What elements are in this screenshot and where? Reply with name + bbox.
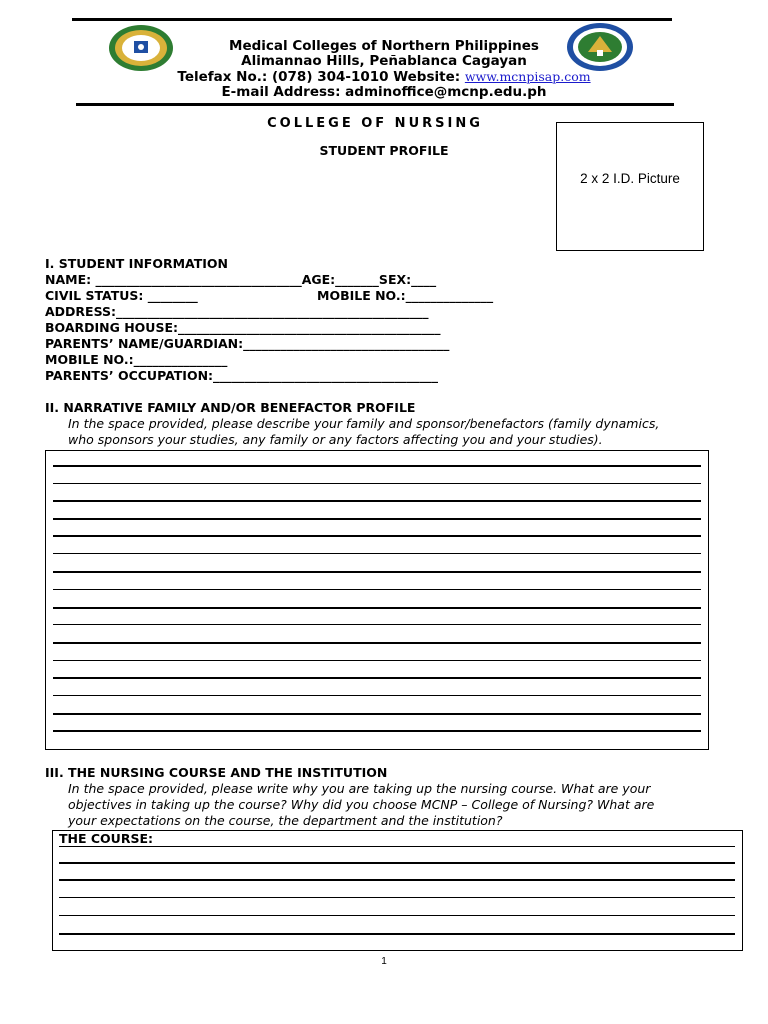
narrative-writing-box[interactable]: [45, 450, 709, 750]
section-3-instruction-3: your expectations on the course, the department and the institution?: [68, 813, 503, 828]
email-line: E-mail Address: adminoffice@mcnp.edu.ph: [221, 84, 547, 100]
writing-line: [53, 589, 701, 590]
writing-line: [53, 607, 701, 609]
writing-line: [53, 695, 701, 696]
address-field[interactable]: ADDRESS:__________________________________________________: [45, 304, 429, 319]
institution-name: Medical Colleges of Northern Philippines: [229, 38, 539, 54]
name-age-sex-fields[interactable]: NAME: _________________________________AGE:_______SEX:____: [45, 272, 437, 287]
parents-occupation-field[interactable]: PARENTS’ OCCUPATION:____________________________________: [45, 368, 439, 383]
writing-line: [53, 730, 701, 732]
writing-line: [53, 553, 701, 554]
form-title: STUDENT PROFILE: [319, 143, 449, 158]
guardian-mobile-field[interactable]: MOBILE NO.:_______________: [45, 352, 228, 367]
section-3-instruction-2: objectives in taking up the course? Why did you choose MCNP – College of Nursing? What are: [68, 797, 655, 812]
writing-line: [53, 465, 701, 467]
writing-line: [53, 713, 701, 715]
telefax-text: Telefax No.: (078) 304-1010 Website:: [177, 69, 461, 85]
page-number: 1: [381, 956, 387, 967]
parents-name-field[interactable]: PARENTS’ NAME/GUARDIAN:_________________________________: [45, 336, 450, 351]
header-top-rule: [72, 18, 672, 21]
writing-line: [59, 879, 735, 881]
header-bottom-rule: [76, 103, 674, 106]
section-3-instruction-1: In the space provided, please write why you are taking up the nursing course. What are your: [68, 781, 651, 796]
mobile-field[interactable]: MOBILE NO.:______________: [317, 288, 494, 303]
boarding-house-field[interactable]: BOARDING HOUSE:__________________________________________: [45, 320, 441, 335]
id-photo-label: 2 x 2 I.D. Picture: [580, 171, 680, 186]
section-3-title: III. THE NURSING COURSE AND THE INSTITUTION: [45, 765, 388, 780]
college-title: COLLEGE OF NURSING: [267, 116, 483, 131]
section-1-title: I. STUDENT INFORMATION: [45, 256, 228, 271]
writing-line: [53, 642, 701, 644]
course-box-label: THE COURSE:: [59, 831, 153, 846]
writing-line: [59, 897, 735, 898]
civil-status-field[interactable]: CIVIL STATUS: ________: [45, 288, 198, 303]
writing-line: [59, 862, 735, 864]
writing-line: [53, 571, 701, 573]
course-writing-box[interactable]: [52, 830, 743, 951]
writing-line: [53, 535, 701, 537]
id-photo-box[interactable]: [556, 122, 704, 251]
writing-line: [53, 624, 701, 625]
section-2-title: II. NARRATIVE FAMILY AND/OR BENEFACTOR PROFILE: [45, 400, 416, 415]
writing-line: [53, 677, 701, 679]
telefax-line: [0, 69, 768, 85]
writing-line: [53, 660, 701, 661]
section-2-instruction-2: who sponsors your studies, any family or any factors affecting you and your studies).: [68, 432, 603, 447]
writing-line: [53, 500, 701, 502]
writing-line: [59, 846, 735, 847]
writing-line: [59, 915, 735, 916]
website-link[interactable]: www.mcnpisap.com: [464, 69, 591, 84]
section-2-instruction-1: In the space provided, please describe your family and sponsor/benefactors (family dynamics,: [68, 416, 660, 431]
writing-line: [53, 518, 701, 520]
writing-line: [53, 483, 701, 484]
writing-line: [59, 933, 735, 935]
institution-address: Alimannao Hills, Peñablanca Cagayan: [241, 53, 527, 69]
